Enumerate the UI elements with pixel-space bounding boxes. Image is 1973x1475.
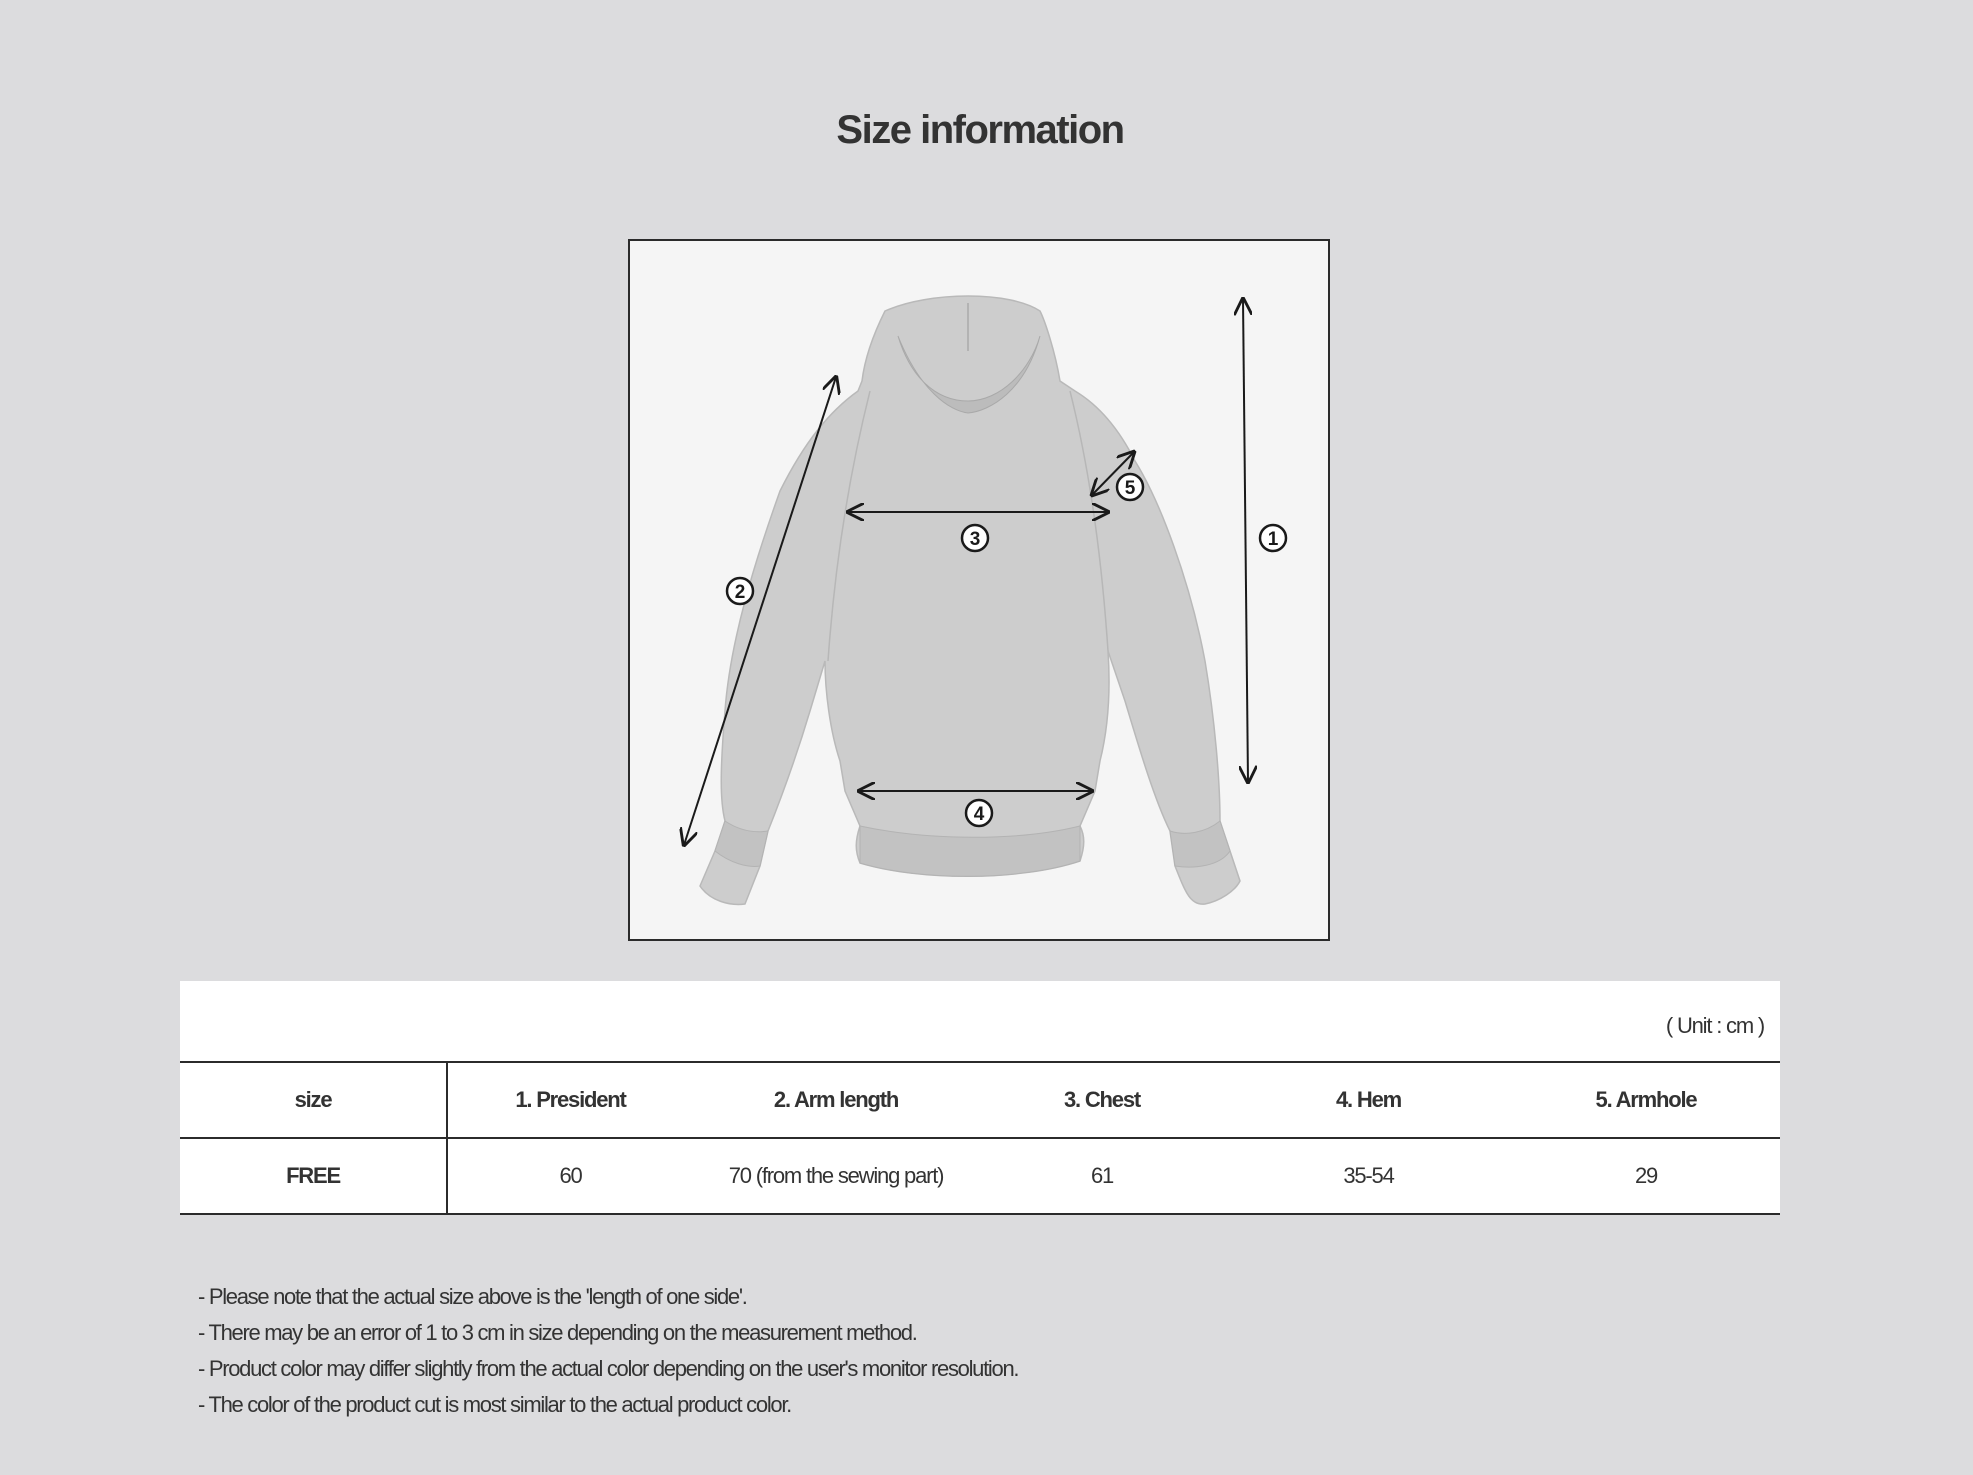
marker-4-label: 4 (973, 804, 985, 825)
table-row (180, 1138, 1780, 1214)
marker-3-label: 3 (969, 529, 981, 550)
size-diagram (628, 239, 1330, 941)
cell-arm-length: 70 (from the sewing part) (728, 1163, 944, 1188)
table-header-row (180, 1062, 1780, 1138)
size-table (180, 1061, 1780, 1215)
header-size: size (180, 1062, 447, 1138)
marker-4 (966, 800, 992, 826)
size-table-panel (180, 981, 1780, 1214)
header-arm-length: 2. Arm length (773, 1087, 899, 1112)
marker-5 (1117, 474, 1143, 500)
cell-hem: 35-54 (1343, 1163, 1394, 1188)
marker-1 (1260, 525, 1286, 551)
header-president: 1. President (515, 1087, 626, 1112)
note-item: - Product color may differ slightly from the actual color depending on the user's monitor resolution. (198, 1356, 1019, 1381)
header-chest: 3. Chest (1064, 1087, 1140, 1112)
hoodie-diagram (630, 241, 1328, 939)
marker-2 (727, 578, 753, 604)
header-hem: 4. Hem (1336, 1087, 1401, 1112)
cell-president: 60 (559, 1163, 582, 1188)
cell-armhole: 29 (1634, 1163, 1658, 1188)
marker-1-label: 1 (1267, 529, 1279, 550)
size-notes (198, 1279, 1018, 1423)
note-item: - The color of the product cut is most similar to the actual product color. (198, 1392, 791, 1417)
marker-2-label: 2 (734, 582, 746, 603)
length-arrow (1243, 299, 1248, 782)
cell-size: FREE (180, 1138, 447, 1214)
unit-label: ( Unit : cm ) (1665, 1013, 1764, 1038)
marker-3 (962, 525, 988, 551)
cell-chest: 61 (1090, 1163, 1114, 1188)
note-item: - Please note that the actual size above is the 'length of one side'. (198, 1284, 747, 1309)
marker-5-label: 5 (1124, 478, 1136, 499)
header-armhole: 5. Armhole (1595, 1087, 1697, 1112)
note-item: - There may be an error of 1 to 3 cm in size depending on the measurement method. (198, 1320, 917, 1345)
page-title: Size information (836, 108, 1124, 152)
